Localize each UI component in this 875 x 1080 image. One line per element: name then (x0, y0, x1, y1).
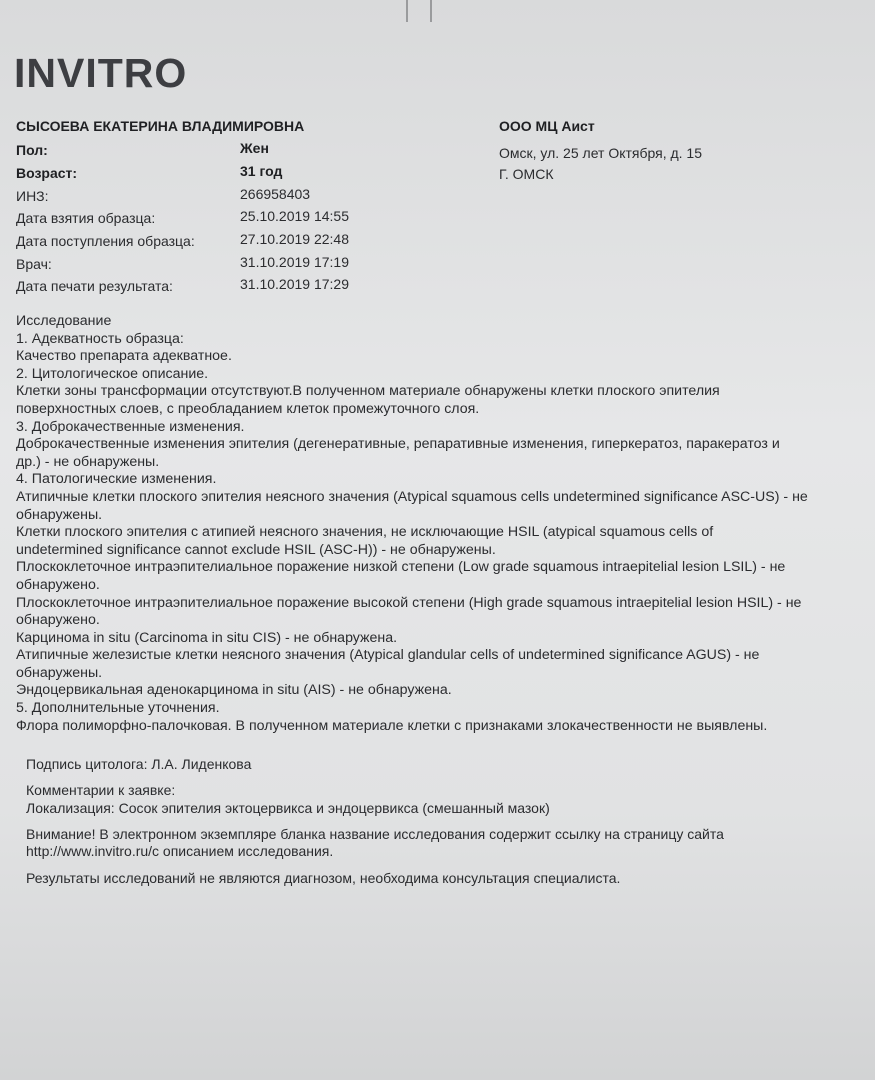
report-line: 2. Цитологическое описание. (16, 365, 209, 382)
notice-link-text: http://www.invitro.ru/с описанием исследования. (26, 843, 334, 859)
organization-name: ООО МЦ Аист (499, 118, 595, 134)
comments-title: Комментарии к заявке: (26, 782, 176, 798)
report-line: Карцинома in situ (Carcinoma in situ CIS) - не обнаружена. (16, 629, 398, 646)
print-date-label: Дата печати результата: (16, 278, 173, 294)
report-line: Эндоцервикальная аденокарцинома in situ (AIS) - не обнаружена. (16, 682, 452, 699)
report-line: Флора полиморфно-палочковая. В полученном материале клетки с признаками злокачественности не выявлены. (16, 717, 768, 734)
invitro-logo: INVITRO (14, 50, 188, 96)
report-line: обнаружено. (16, 576, 100, 593)
report-line: 4. Патологические изменения. (16, 471, 217, 488)
paper-fold-mark (430, 0, 432, 22)
localization-comment: Локализация: Сосок эпителия эктоцервикса и эндоцервикса (смешанный мазок) (26, 800, 550, 816)
report-line: Доброкачественные изменения эпителия (дегенеративные, репаративные изменения, гиперкератоз, паракератоз и (16, 436, 780, 453)
report-line: undetermined significance cannot exclude HSIL (ASC-H)) - не обнаружены. (16, 541, 496, 558)
doctor-value: 31.10.2019 17:19 (240, 254, 349, 270)
report-line: обнаружены. (16, 506, 103, 523)
report-line: Атипичные клетки плоского эпителия неясного значения (Atypical squamous cells undetermined significance ASC-US) - не (16, 488, 808, 505)
report-line: 1. Адекватность образца: (16, 330, 184, 347)
report-line: обнаружены. (16, 664, 103, 681)
inz-value: 266958403 (240, 186, 311, 202)
age-value: 31 год (240, 163, 283, 179)
report-line: обнаружено. (16, 612, 100, 629)
doctor-label: Врач: (16, 256, 52, 272)
report-line: Качество препарата адекватное. (16, 348, 232, 365)
sample-date-value: 25.10.2019 14:55 (240, 208, 349, 224)
notice-text: Внимание! В электронном экземпляре бланка название исследования содержит ссылку на страницу сайта (26, 826, 724, 842)
paper-fold-mark (406, 0, 408, 22)
report-line: Клетки плоского эпителия с атипией неясного значения, не исключающие HSIL (atypical squamous cells of (16, 524, 714, 541)
sex-label: Пол: (16, 142, 48, 158)
organization-address: Омск, ул. 25 лет Октября, д. 15 (499, 145, 703, 161)
report-body (16, 313, 875, 735)
sex-value: Жен (240, 140, 269, 156)
report-line: Плоскоклеточное интраэпителиальное поражение высокой степени (High grade squamous intraepitelial lesion HSIL) - не (16, 594, 802, 611)
report-line: 3. Доброкачественные изменения. (16, 418, 245, 435)
disclaimer-text: Результаты исследований не являются диагнозом, необходима консультация специалиста. (26, 870, 621, 886)
report-line: др.) - не обнаружены. (16, 453, 160, 470)
report-line: поверхностных слоев, с преобладанием клеток промежуточного слоя. (16, 400, 480, 417)
receipt-date-value: 27.10.2019 22:48 (240, 231, 349, 247)
print-date-value: 31.10.2019 17:29 (240, 276, 349, 292)
age-label: Возраст: (16, 165, 78, 181)
receipt-date-label: Дата поступления образца: (16, 233, 195, 249)
report-line: 5. Дополнительные уточнения. (16, 700, 220, 717)
report-line: Клетки зоны трансформации отсутствуют.В полученном материале обнаружены клетки плоского эпителия (16, 383, 720, 400)
report-line: Исследование (16, 313, 112, 329)
patient-name: СЫСОЕВА ЕКАТЕРИНА ВЛАДИМИРОВНА (16, 118, 305, 134)
sample-date-label: Дата взятия образца: (16, 210, 156, 226)
cytologist-signature: Подпись цитолога: Л.А. Лиденкова (26, 756, 252, 772)
organization-city: Г. ОМСК (499, 166, 554, 182)
report-line: Плоскоклеточное интраэпителиальное поражение низкой степени (Low grade squamous intraepitelial lesion LSIL) - не (16, 559, 786, 576)
inz-label: ИНЗ: (16, 188, 49, 204)
report-line: Атипичные железистые клетки неясного значения (Atypical glandular cells of undetermined significance AGUS) - не (16, 647, 760, 664)
